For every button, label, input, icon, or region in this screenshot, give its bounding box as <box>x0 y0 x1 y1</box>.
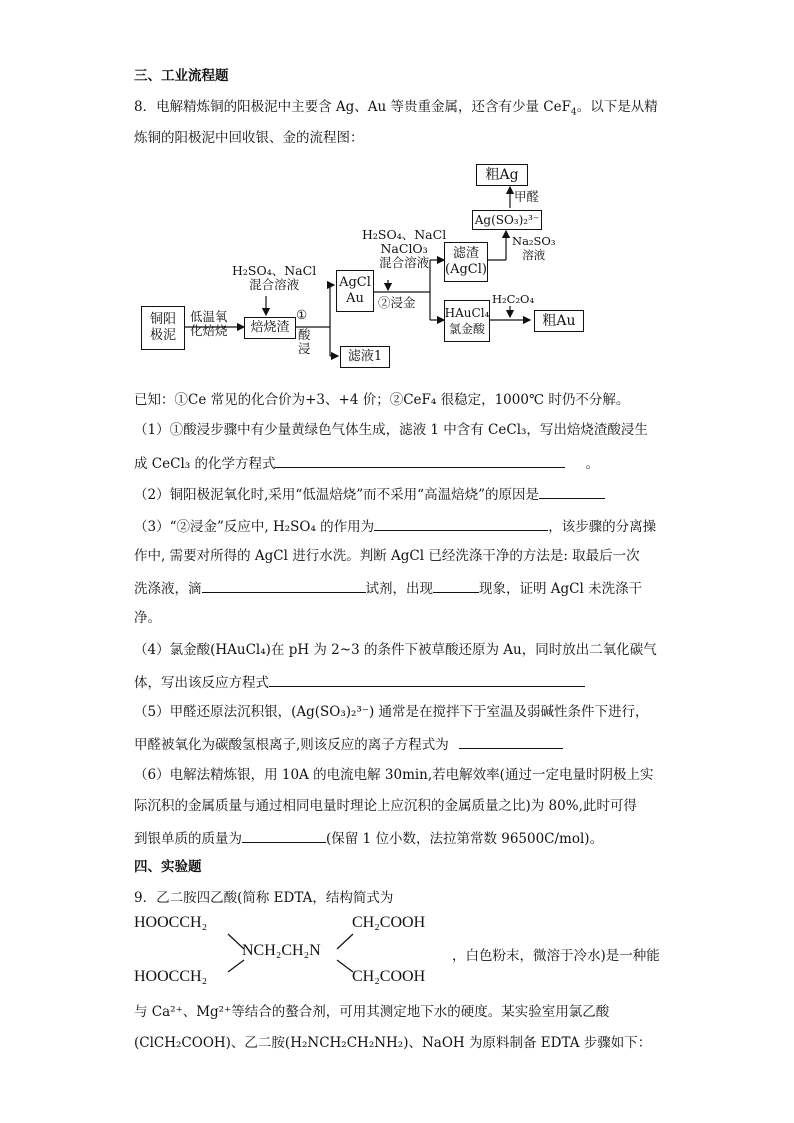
edta-bottom-right-group: CH₂COOH <box>352 968 426 985</box>
q8-p3-line3: 洗涤液，滴 试剂，出现 现象，证明 AgCl 未洗涤干 <box>134 577 642 599</box>
acid-leach-label: 酸 浸 <box>298 327 311 356</box>
filtrate1-box: 滤液1 <box>340 346 390 368</box>
answer-blank-3b[interactable] <box>202 577 366 593</box>
haucl4-box: HAuCl₄ 氯金酸 <box>444 300 490 342</box>
section4-title: 四、实验题 <box>134 859 202 875</box>
reagent3-label: Na₂SO₃ 溶液 <box>512 234 556 262</box>
edta-center-group: NCH₂CH₂N <box>242 942 321 959</box>
edta-bottom-left-group: HOOCCH₂ <box>134 968 208 985</box>
oxalic-acid-label: H₂C₂O₄ <box>492 292 535 306</box>
acid-leach-step-number: ① <box>296 307 308 322</box>
q8-p4-line2: 体，写出该反应方程式 <box>134 671 585 693</box>
q9-line2: 与 Ca²⁺、Mg²⁺等结合的螯合剂，可用其测定地下水的硬度。某实验室用氯乙酸 <box>134 1004 610 1020</box>
edta-top-left-group: HOOCCH₂ <box>134 914 208 931</box>
q8-intro-line1: 8．电解精炼铜的阳极泥中主要含 Ag、Au 等贵重金属，还含有少量 CeF$_4$。以下是从精 <box>134 99 658 118</box>
q8-p1-line1: （1）①酸浸步骤中有少量黄绿色气体生成，滤液 1 中含有 CeCl₃，写出焙烧渣酸浸生 <box>134 422 648 438</box>
answer-blank-1[interactable] <box>275 452 565 468</box>
answer-blank-4[interactable] <box>269 671 585 687</box>
raw-material-box: 铜阳 极泥 <box>141 306 185 350</box>
formaldehyde-label: 甲醛 <box>514 189 540 204</box>
process-flowchart <box>134 160 594 380</box>
q8-p4-line1: （4）氯金酸(HAuCl₄)在 pH 为 2~3 的条件下被草酸还原为 Au，同时放出二氧化碳气 <box>134 642 657 658</box>
crude-silver-box: 粗Ag <box>476 164 528 186</box>
q9-after-structure: ，白色粉末，微溶于冷水)是一种能 <box>452 948 660 964</box>
crude-gold-box: 粗Au <box>534 310 584 332</box>
q8-known: 已知：①Ce 常见的化合价为+3、+4 价；②CeF₄ 很稳定，1000℃ 时仍不分解。 <box>134 392 630 408</box>
edta-top-right-group: CH₂COOH <box>352 914 426 931</box>
answer-blank-2[interactable] <box>539 483 605 499</box>
q8-p1-line2: 成 CeCl₃ 的化学方程式 。 <box>134 452 599 474</box>
q8-intro-line2: 炼铜的阳极泥中回收银、金的流程图： <box>134 130 364 146</box>
answer-blank-3c[interactable] <box>433 577 479 593</box>
reagent1-label: H₂SO₄、NaCl 混合溶液 <box>232 263 317 292</box>
q8-p3-line2: 作中, 需要对所得的 AgCl 进行水洗。判断 AgCl 已经洗涤干净的方法是: 取最后一次 <box>134 548 640 564</box>
edta-structure <box>134 912 454 994</box>
q9-intro: 9．乙二胺四乙酸(简称 EDTA，结构简式为 <box>134 890 394 906</box>
step-low-temp-roast: 低温氧 化焙烧 <box>190 309 228 338</box>
section3-title: 三、工业流程题 <box>134 68 229 84</box>
q8-p2: （2）铜阳极泥氧化时,采用“低温焙烧”而不采用“高温焙烧”的原因是 <box>134 483 605 505</box>
q8-p6-line1: （6）电解法精炼银，用 10A 的电流电解 30min,若电解效率(通过一定电量时阴极上实 <box>134 767 654 783</box>
residue-agcl-box: 滤渣 (AgCl) <box>444 242 488 282</box>
q8-p6-line3: 到银单质的质量为 (保留 1 位小数，法拉第常数 96500C/mol)。 <box>134 827 603 849</box>
answer-blank-5[interactable] <box>459 733 563 749</box>
answer-blank-3a[interactable] <box>374 515 548 531</box>
silver-sulfite-complex-box: Ag(SO₃)₂³⁻ <box>472 210 542 230</box>
q9-line3: (ClCH₂COOH)、乙二胺(H₂NCH₂CH₂NH₂)、NaOH 为原料制备 EDTA 步骤如下： <box>134 1035 652 1051</box>
agcl-au-box: AgCl Au <box>336 270 374 312</box>
reagent2-label: H₂SO₄、NaCl NaClO₃ 混合溶液 <box>362 227 447 270</box>
leach-gold-label: ②浸金 <box>378 295 416 310</box>
q8-p5-line2: 甲醛被氧化为碳酸氢根离子,则该反应的离子方程式为 <box>134 733 563 755</box>
answer-blank-6[interactable] <box>242 827 326 843</box>
q8-p6-line2: 际沉积的金属质量与通过相同电量时理论上应沉积的金属质量之比)为 80%,此时可得 <box>134 798 637 814</box>
q8-p5-line1: （5）甲醛还原法沉积银，(Ag(SO₃)₂³⁻) 通常是在搅拌下于室温及弱碱性条件下进行， <box>134 704 649 720</box>
q8-p3-line4: 净。 <box>134 610 161 626</box>
calcine-box: 焙烧渣 <box>244 317 296 339</box>
q8-p3-line1: （3）“②浸金”反应中, H₂SO₄ 的作用为 ，该步骤的分离操 <box>134 515 656 537</box>
